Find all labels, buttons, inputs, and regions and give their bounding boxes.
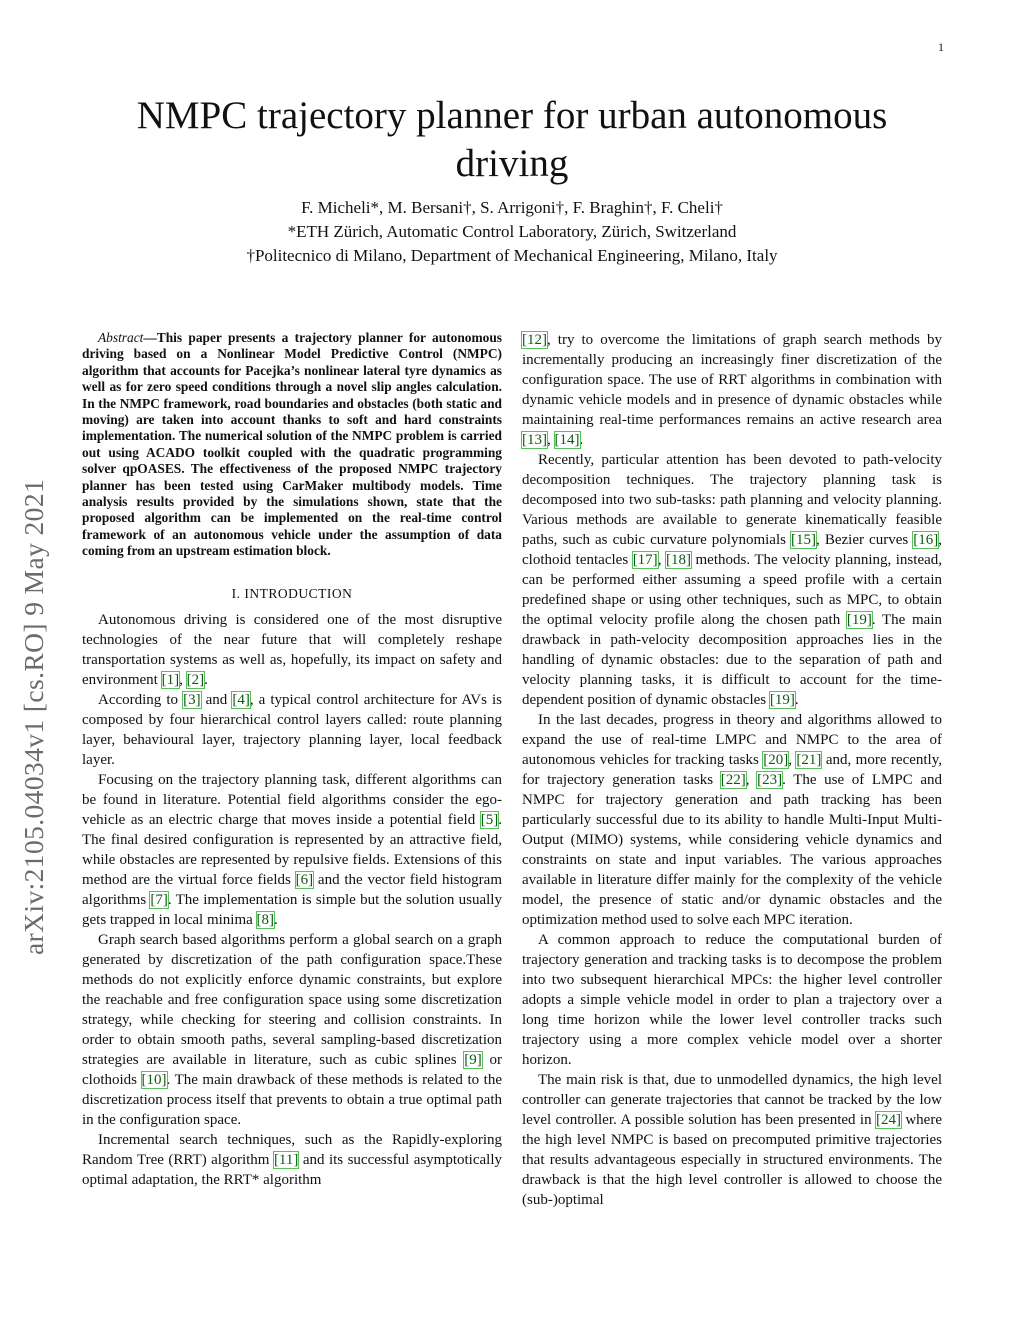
citation-link[interactable]: [21]	[796, 752, 822, 768]
left-column	[82, 330, 502, 1190]
citation-link[interactable]: [15]	[791, 532, 817, 548]
paragraph-text: , clothoid tentacles	[522, 532, 942, 568]
citation-link[interactable]: [19]	[846, 612, 872, 628]
paragraph-text: . The main drawback of these methods is related to the discretization process itself that prevents to obtain a true optimal path in the configuration space.	[82, 1071, 502, 1128]
paragraph	[522, 1070, 942, 1210]
arxiv-identifier[interactable]: arXiv:2105.04034v1 [cs.RO] 9 May 2021	[18, 478, 49, 955]
affiliation-polimi: †Politecnico di Milano, Department of Mechanical Engineering, Milano, Italy	[246, 246, 778, 265]
right-column	[522, 330, 942, 1210]
paragraph-text: The main risk is that, due to unmodelled dynamics, the high level controller can generate trajectories that cannot be tracked by the low level controller. A possible solution has been presented in	[522, 1072, 942, 1128]
paper-title: NMPC trajectory planner for urban autonomous driving	[136, 94, 888, 185]
citation-link[interactable]: [8]	[256, 911, 275, 928]
paragraph-text: and its successful asymptotically optimal adaptation, the RRT* algorithm	[82, 1151, 503, 1188]
paragraph	[522, 710, 942, 930]
paragraph	[82, 1130, 502, 1190]
citation-link[interactable]: [9]	[464, 1051, 482, 1068]
abstract	[82, 330, 502, 560]
paragraph-text: . The final desired configuration is represented by an attractive field, while obstacles are represented by repulsive fields. Extensions of this method are the virtual force fields	[82, 811, 502, 888]
paragraph-text: where the high level NMPC is based on precomputed primitive trajectories that results advantageous especially in structured environments. The drawback is that the high level controller is allowed to choose the (sub-)optimal	[522, 1112, 942, 1208]
citation-link[interactable]: [12]	[522, 332, 547, 348]
affiliation-eth: *ETH Zürich, Automatic Control Laboratory, Zürich, Switzerland	[287, 222, 737, 241]
paragraph	[82, 610, 502, 690]
citation-link[interactable]: [7]	[150, 891, 168, 908]
paragraph-text: Focusing on the trajectory planning task, different algorithms can be found in literature. Potential field algorithms consider the ego-vehicle as an electric charge that moves inside a potential field	[82, 771, 502, 828]
citation-link[interactable]: [14]	[554, 432, 580, 448]
paragraph-text: , try to overcome the limitations of graph search methods by incrementally producing an increasingly finer discretization of the configuration space. The use of RRT algorithms in combination with dynamic vehicle models and in presence of dynamic obstacles while maintaining real-time performances remains an active research area	[522, 332, 942, 428]
paragraph-text: ,	[547, 432, 555, 448]
paragraph-text: Recently, particular attention has been devoted to path-velocity decomposition techniques. The trajectory planning task is decomposed into two sub-tasks: path planning and velocity planning. Various methods are available to generate kinematically feasible paths, such as cubic curvature polynomials	[522, 452, 942, 548]
citation-link[interactable]: [2]	[186, 671, 205, 688]
paragraph	[82, 690, 502, 770]
paragraph-text: .	[579, 432, 584, 448]
paragraph-text: ,	[179, 671, 187, 688]
paragraph	[82, 930, 502, 1130]
paragraph-text: . The main drawback in path-velocity decomposition approaches lies in the handling of dynamic obstacles: due to the separation of path and velocity planning tasks, it is difficult to account for the time-dependent position of dynamic obstacles	[522, 612, 942, 708]
citation-link[interactable]: [18]	[665, 552, 691, 568]
paragraph-text: and, more recently, for trajectory generation tasks	[522, 752, 942, 788]
citation-link[interactable]: [19]	[769, 692, 795, 708]
paragraph-text: Incremental search techniques, such as the Rapidly-exploring Random Tree (RRT) algorithm	[82, 1131, 502, 1168]
paragraph-text: or clothoids	[82, 1051, 502, 1088]
paragraph	[522, 450, 942, 710]
abstract-label: Abstract	[98, 330, 144, 345]
paragraph-text: .	[794, 692, 799, 708]
citation-link[interactable]: [3]	[183, 691, 201, 708]
paragraph-text: , a typical control architecture for AVs is composed by four hierarchical control layers called: route planning layer, behavioural layer, trajectory planning layer, local feedback layer.	[82, 691, 502, 768]
paragraph-text: Autonomous driving is considered one of the most disruptive technologies of the near future that will completely reshape transportation systems as well as, hopefully, its impact on safety and environment	[82, 611, 502, 688]
citation-link[interactable]: [10]	[141, 1071, 167, 1088]
citation-link[interactable]: [4]	[232, 691, 250, 708]
citation-link[interactable]: [22]	[720, 772, 746, 788]
citation-link[interactable]: [11]	[273, 1151, 299, 1168]
paragraph-text: and the vector field histogram algorithms	[82, 871, 502, 908]
paragraph-text: ,	[788, 752, 797, 768]
paragraph-text: methods. The velocity planning, instead, can be performed either assuming a speed profile with a certain predefined shape or using other techniques, such as MPC, to obtain the optimal velocity profile along the chosen path	[522, 552, 943, 628]
citation-link[interactable]: [13]	[522, 432, 547, 448]
paragraph	[522, 930, 942, 1070]
author-block	[90, 196, 934, 268]
section-heading-introduction: I. INTRODUCTION	[231, 585, 353, 601]
paragraph-text: .	[204, 671, 208, 688]
paragraph-text: .	[274, 911, 278, 928]
paragraph-text: and	[200, 691, 233, 708]
citation-link[interactable]: [16]	[913, 532, 939, 548]
citation-link[interactable]: [6]	[295, 871, 314, 888]
citation-link[interactable]: [24]	[875, 1112, 901, 1128]
paragraph-text: According to	[98, 691, 184, 708]
citation-link[interactable]: [20]	[763, 752, 789, 768]
paragraph	[522, 330, 942, 450]
paragraph-text: . The implementation is simple but the solution usually gets trapped in local minima	[82, 891, 502, 928]
paragraph-text: In the last decades, progress in theory and algorithms allowed to expand the use of real-time LMPC and NMPC to the area of autonomous vehicles for tracking tasks	[522, 712, 942, 768]
paragraph-text: ,	[745, 772, 758, 788]
paragraph-text: , Bezier curves	[816, 532, 914, 548]
paragraph-text: ,	[657, 552, 666, 568]
citation-link[interactable]: [1]	[161, 671, 180, 688]
abstract-text: —This paper presents a trajectory planner for autonomous driving based on a Nonlinear Model Predictive Control (NMPC) algorithm that accounts for Pacejka’s nonlinear lateral tyre dynamics as well as for zero speed conditions through a novel slip angles calculation. In the NMPC framework, road boundaries and obstacles (both static and moving) are taken into account thanks to soft and hard constraints implementation. The numerical solution of the NMPC problem is carried out using ACADO toolkit coupled with the quadratic programming solver qpOASES. The effectiveness of the proposed NMPC trajectory planner has been tested using CarMaker multibody models. Time analysis results provided by the simulations shown, state that the proposed algorithm can be implemented on the real-time control framework of an autonomous vehicle under the assumption of data coming from an upstream estimation block.	[82, 330, 502, 559]
author-list: F. Micheli*, M. Bersani†, S. Arrigoni†, F. Braghin†, F. Cheli†	[301, 198, 723, 217]
citation-link[interactable]: [23]	[757, 772, 783, 788]
paragraph-text: . The use of LMPC and NMPC for trajectory generation and path tracking has been particularly successful due to its ability to handle Multi-Input Multi-Output (MIMO) systems, while considering vehicle dynamics and constraints on state and input variables. The various approaches available in literature differ mainly for the complexity of the vehicle model, the presence of static and/or dynamic obstacles and the optimization method used to solve each MPC iteration.	[522, 772, 942, 928]
page-number: 1	[938, 40, 944, 54]
citation-link[interactable]: [5]	[480, 811, 499, 828]
citation-link[interactable]: [17]	[632, 552, 658, 568]
paragraph-text: A common approach to reduce the computational burden of trajectory generation and tracking tasks is to decompose the problem into two subsequent hierarchical MPCs: the higher level controller adopts a simple vehicle model in order to plan a trajectory over a long time horizon while the lower level controller tracks such trajectory using a more complex vehicle model over a shorter horizon.	[522, 932, 942, 1068]
paragraph-text: Graph search based algorithms perform a global search on a graph generated by discretization of the path configuration space.These methods do not explicitly enforce dynamic constraints, but explore the reachable and free configuration space using some discretization strategy, while checking for steering and collision constraints. In order to obtain smooth paths, several sampling-based discretization strategies are available in literature, such as cubic splines	[82, 931, 502, 1068]
paragraph	[82, 770, 502, 930]
